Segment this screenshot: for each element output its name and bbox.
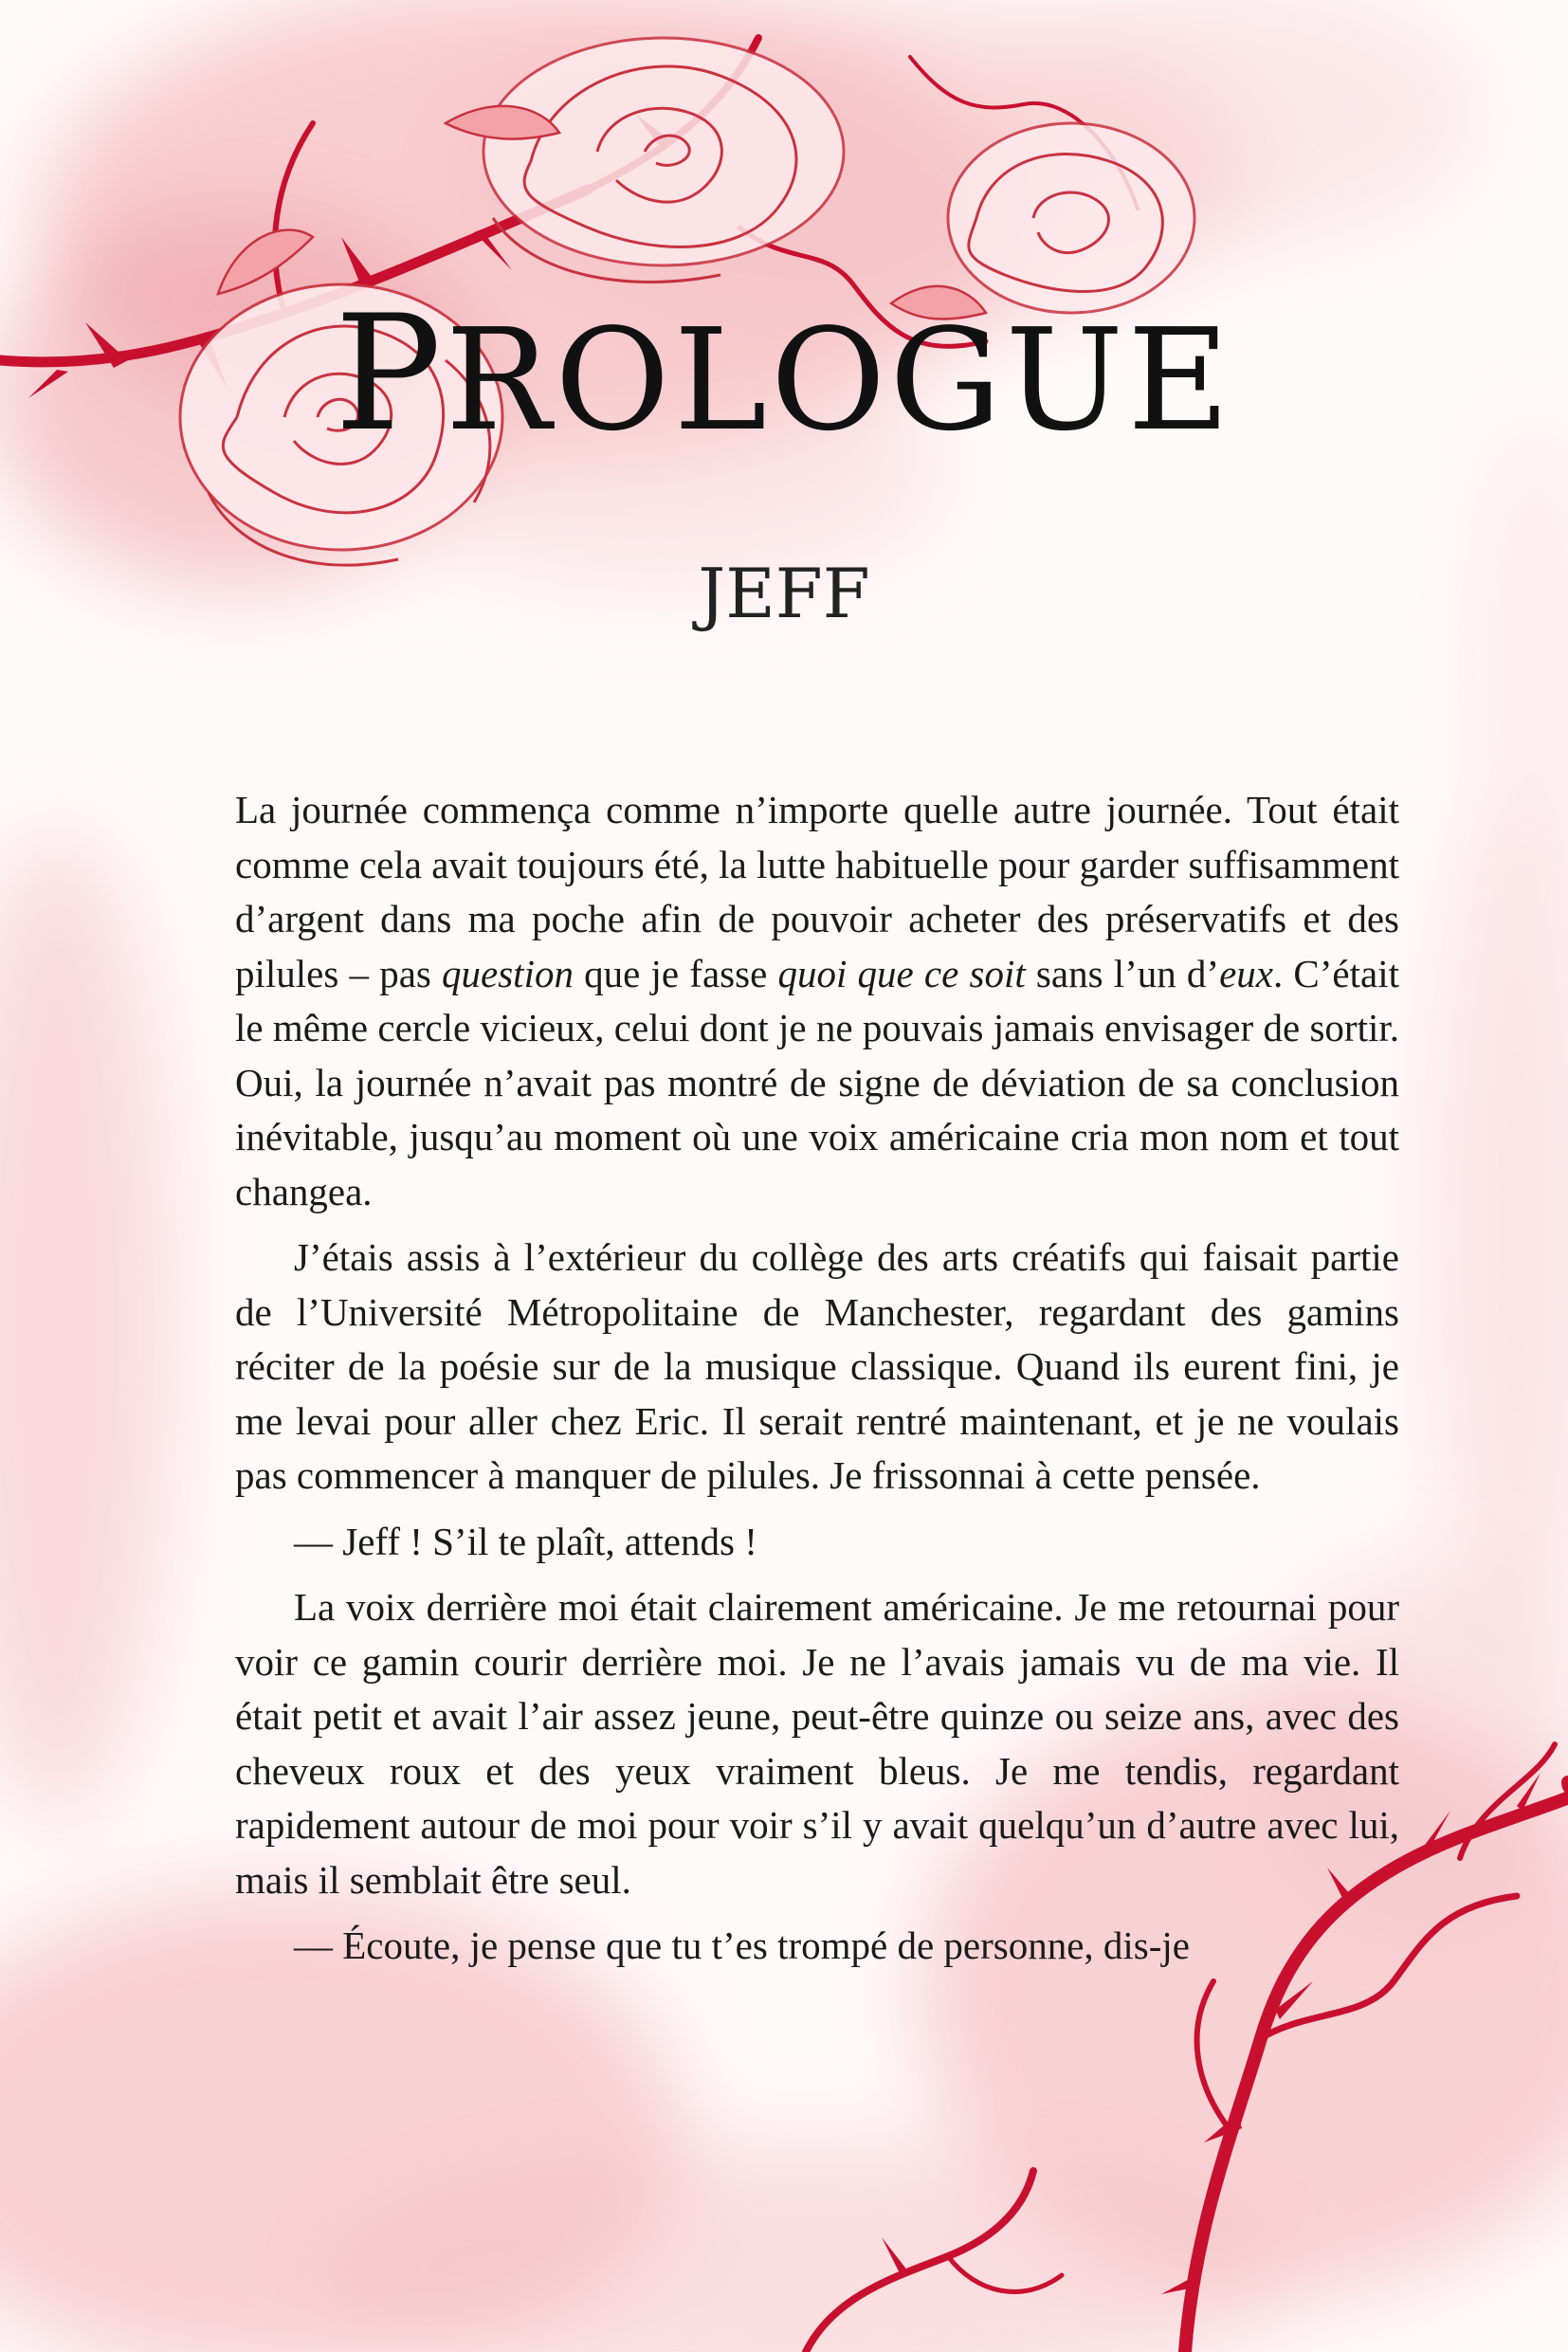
text-run: sans l’un d’ — [1025, 951, 1220, 995]
text-run: que je fasse — [573, 951, 778, 995]
paragraph — [235, 1515, 1399, 1570]
italic-text: eux — [1219, 951, 1273, 995]
paragraph — [235, 1580, 1399, 1907]
paragraph — [235, 1231, 1399, 1504]
rose-sketch-right — [948, 123, 1194, 313]
chapter-title: PROLOGUE — [334, 281, 1234, 466]
paragraph — [235, 1919, 1399, 1974]
italic-text: quoi que ce soit — [777, 951, 1026, 995]
text-run: . C’était le même cercle vicieux, celui dont je ne pouvais jamais envisager de sortir. Oui, la journée n’avait pas montré de signe de déviation de sa conclusion inévitable, jusqu’au moment où une voix américaine cria mon nom et tout changea. — [235, 951, 1400, 1213]
paragraph — [235, 783, 1399, 1219]
text-run: J’étais assis à l’extérieur du collège des arts créatifs qui faisait partie de l’Université Métropolitaine de Manchester, regardant des gamins réciter de la poésie sur de la musique classique. Quand ils eurent fini, je me levai pour aller chez Eric. Il serait rentré maintenant, et je ne voulais pas commencer à manquer de pilules. Je frissonnai à cette pensée. — [235, 1235, 1399, 1497]
chapter-body-text — [235, 783, 1399, 1985]
text-run: — Écoute, je pense que tu t’es trompé de personne, dis-je — [294, 1924, 1190, 1967]
text-run: — Jeff ! S’il te plaît, attends ! — [294, 1519, 757, 1563]
italic-text: question — [442, 951, 574, 995]
text-run: La journée commença comme n’importe quelle autre journée. Tout était comme cela avait toujours été, la lutte habituelle pour garder suffisamment d’argent dans ma poche afin de pouvoir acheter des préservatifs et des pilules – pas — [235, 788, 1399, 995]
text-run: La voix derrière moi était clairement américaine. Je me retournai pour voir ce gamin courir derrière moi. Je ne l’avais jamais vu de ma vie. Il était petit et avait l’air assez jeune, peut-être quinze ou seize ans, avec des cheveux roux et des yeux vraiment bleus. Je me tendis, regardant rapidement autour de moi pour voir s’il y avait quelqu’un d’autre avec lui, mais il semblait être seul. — [235, 1585, 1399, 1902]
narrator-name: JEFF — [698, 554, 870, 633]
